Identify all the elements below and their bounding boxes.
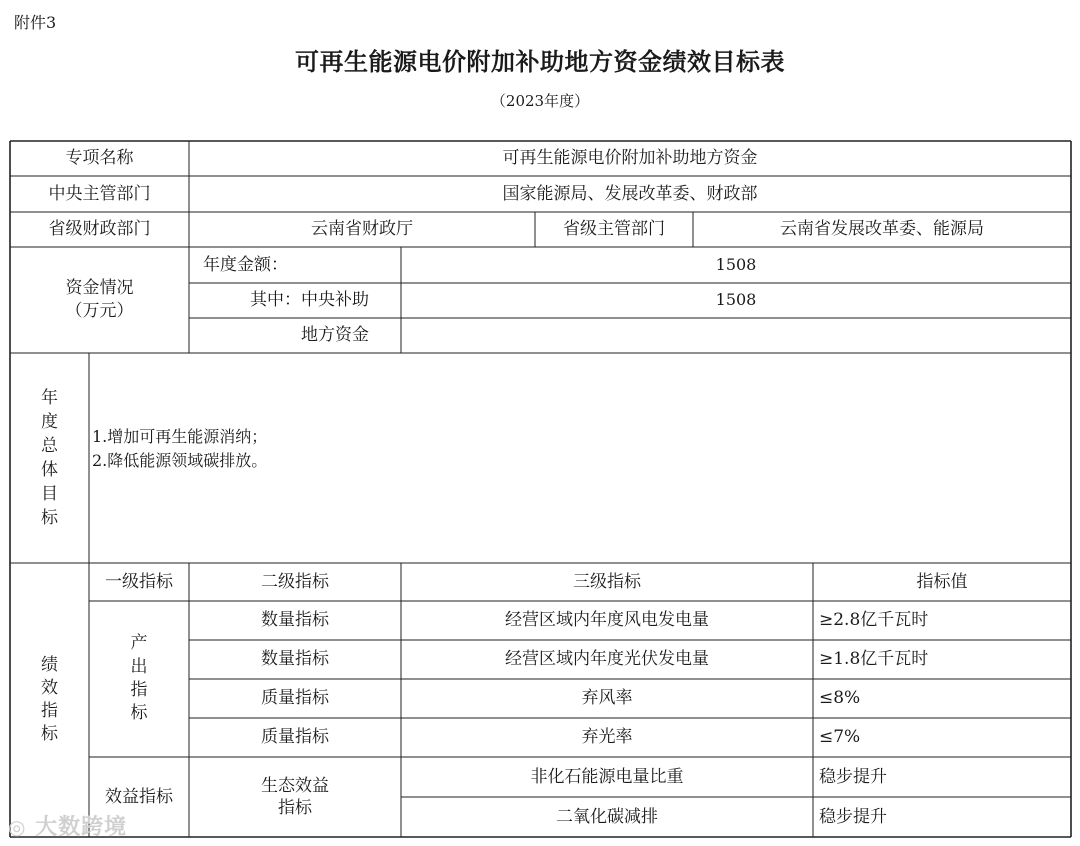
attachment-label: 附件3 — [14, 13, 57, 32]
goals-label-char: 目 — [41, 484, 58, 505]
output-row-level2: 质量指标 — [261, 688, 329, 709]
output-label-char: 标 — [130, 703, 148, 724]
funds-label-line2: （万元） — [65, 301, 134, 321]
goal-item: 2.降低能源领域碳排放。 — [92, 451, 268, 470]
output-label-char: 产 — [130, 633, 148, 654]
eco-benefit-line2: 指标 — [278, 798, 312, 818]
central-dept-value: 国家能源局、发展改革委、财政部 — [502, 183, 758, 204]
goals-label-char: 年 — [41, 387, 58, 408]
annual-amount-value: 1508 — [715, 254, 757, 274]
output-row-level3: 弃风率 — [581, 688, 633, 709]
output-row-level2: 数量指标 — [261, 610, 329, 631]
goal-item: 1.增加可再生能源消纳； — [92, 427, 268, 446]
output-label-char: 出 — [130, 656, 148, 677]
watermark — [8, 810, 127, 841]
eco-benefit-line1: 生态效益 — [261, 775, 329, 796]
performance-label-char: 标 — [41, 723, 58, 744]
benefit-indicator-label: 效益指标 — [105, 786, 173, 807]
project-name-label: 专项名称 — [65, 148, 134, 169]
output-row-level3: 经营区域内年度风电发电量 — [505, 610, 709, 631]
funds-label — [10, 247, 189, 353]
page-title: 可再生能源电价附加补助地方资金绩效目标表 — [295, 47, 785, 76]
year-subtitle: （2023年度） — [490, 92, 590, 110]
central-dept-label: 中央主管部门 — [48, 183, 151, 204]
central-subsidy-label: 其中：中央补助 — [250, 290, 369, 311]
provincial-manager-value: 云南省发展改革委、能源局 — [780, 219, 984, 240]
performance-label-char: 绩 — [41, 655, 58, 676]
benefit-row-value: 稳步提升 — [819, 766, 887, 787]
local-funds-label: 地方资金 — [301, 325, 369, 346]
output-row-level2: 数量指标 — [261, 649, 329, 670]
performance-label-char: 指 — [41, 701, 58, 721]
project-name-value: 可再生能源电价附加补助地方资金 — [502, 148, 758, 169]
watermark-text: 大数跨境 — [35, 815, 128, 840]
output-label-char: 指 — [130, 680, 148, 700]
benefit-row-level3: 非化石能源电量比重 — [530, 766, 684, 787]
header-value: 指标值 — [916, 571, 968, 592]
provincial-finance-value: 云南省财政厅 — [311, 219, 413, 240]
output-row-level3: 经营区域内年度光伏发电量 — [505, 649, 709, 670]
header-level1: 一级指标 — [105, 571, 173, 592]
annual-goals-label — [10, 353, 89, 563]
output-row-level3: 弃光率 — [581, 727, 633, 748]
benefit-row-value: 稳步提升 — [819, 806, 887, 827]
output-row-level2: 质量指标 — [261, 727, 329, 748]
goals-label-char: 体 — [41, 460, 58, 480]
local-funds-value — [401, 318, 1071, 353]
provincial-manager-label: 省级主管部门 — [563, 219, 665, 240]
output-row-value: ≥2.8亿千瓦时 — [819, 610, 929, 631]
performance-label-char: 效 — [41, 678, 58, 699]
funds-label-line1: 资金情况 — [65, 278, 134, 299]
output-row-value: ≤8% — [819, 688, 861, 709]
annual-amount-label: 年度金额： — [203, 254, 288, 275]
eco-benefit-label — [189, 757, 401, 837]
output-row-value: ≤7% — [819, 727, 861, 748]
output-row-value: ≥1.8亿千瓦时 — [819, 649, 929, 670]
goals-label-char: 度 — [41, 411, 58, 432]
weibo-logo-icon: ◎ — [8, 815, 27, 839]
goals-label-char: 总 — [41, 435, 58, 456]
annual-goals-content — [92, 425, 267, 473]
output-indicator-label — [89, 601, 189, 757]
benefit-row-level3: 二氧化碳减排 — [556, 806, 658, 827]
header-level3: 三级指标 — [573, 571, 641, 592]
central-subsidy-value: 1508 — [715, 290, 757, 310]
performance-label — [10, 563, 89, 837]
goals-label-char: 标 — [41, 508, 58, 529]
header-level2: 二级指标 — [261, 571, 329, 592]
provincial-finance-label: 省级财政部门 — [48, 219, 151, 240]
